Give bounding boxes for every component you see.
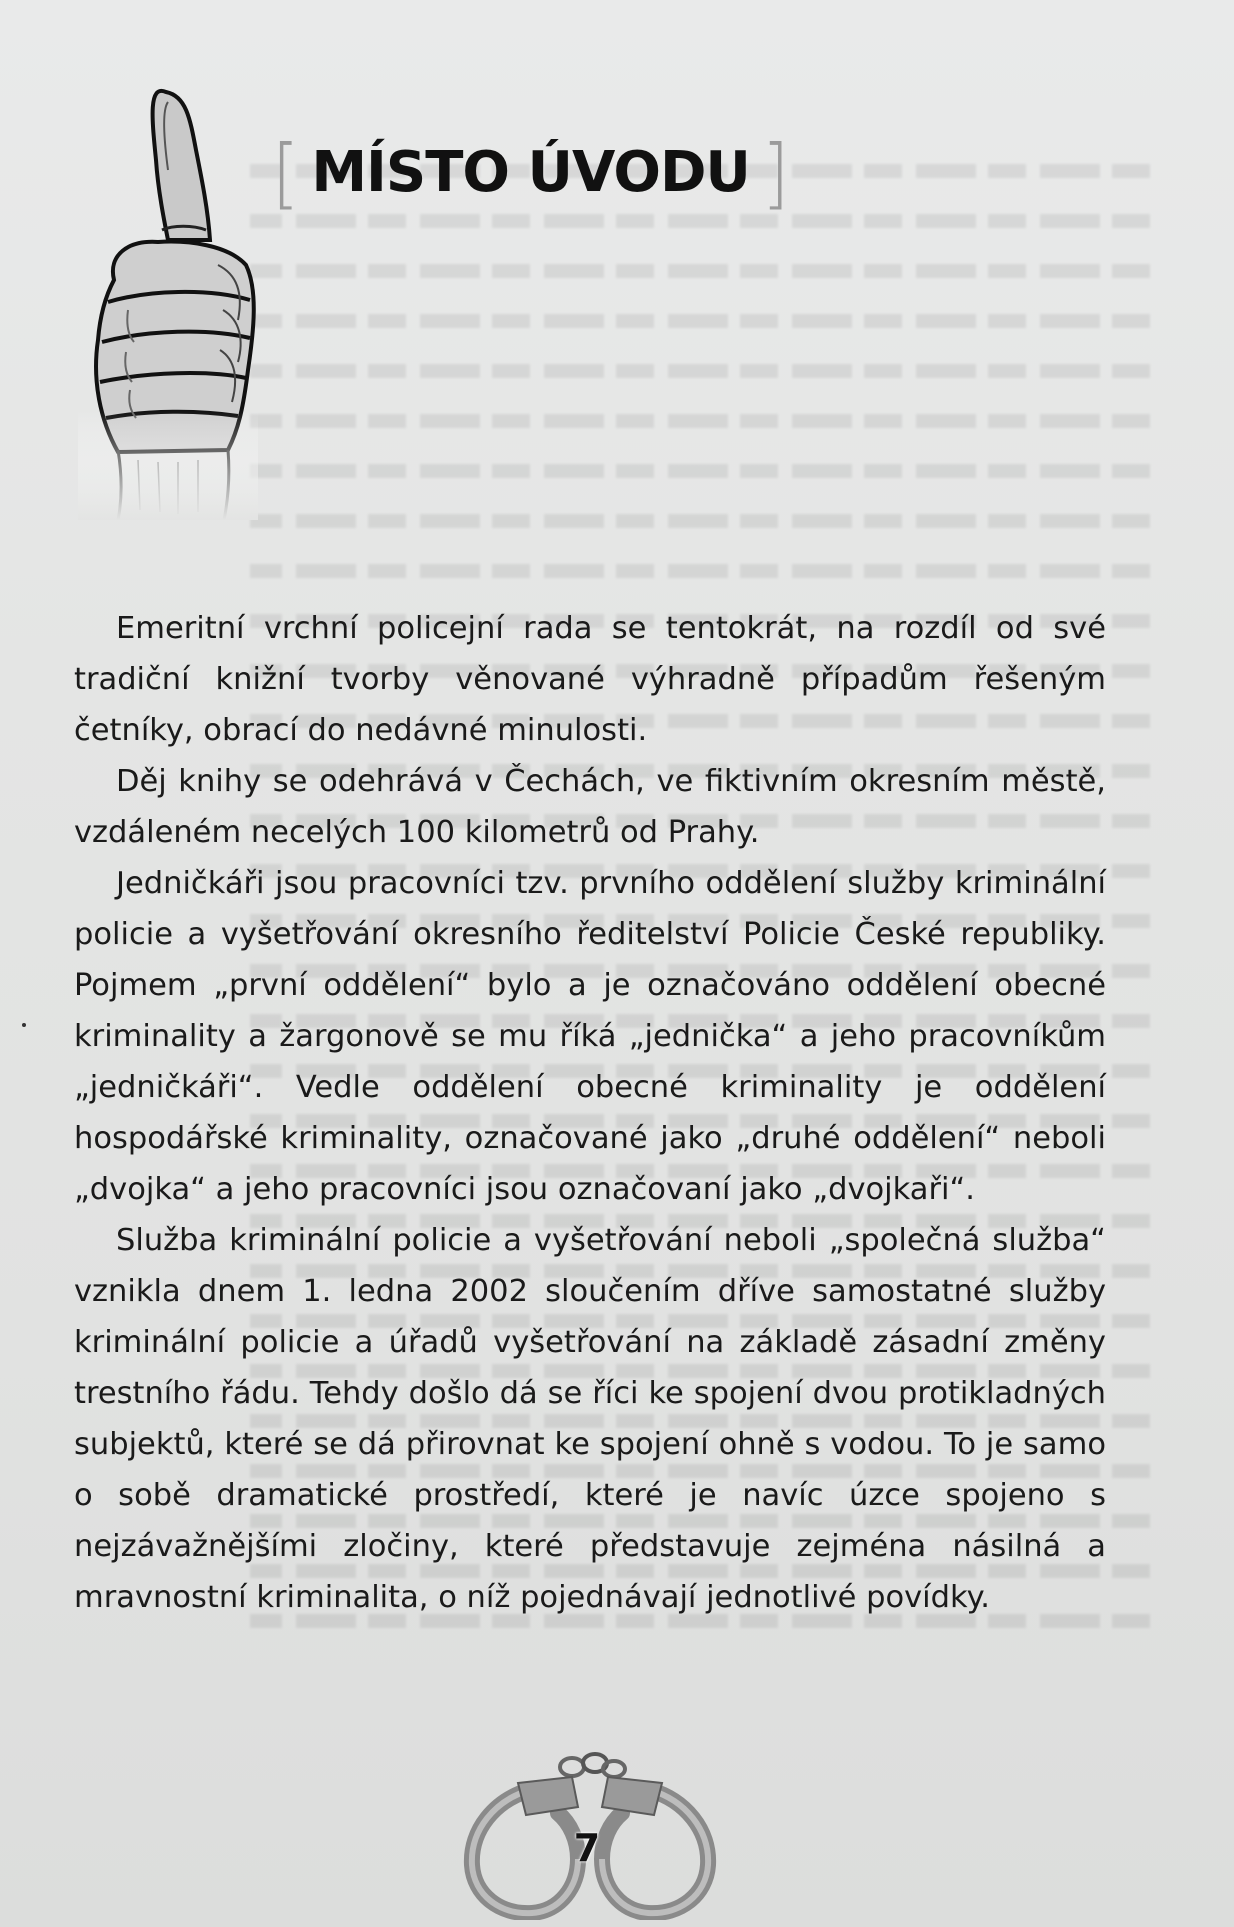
paragraph: Děj knihy se odehrává v Čechách, ve fiktivním okresním městě, vzdáleném necelých 100 kilometrů od Prahy. xyxy=(74,764,1106,850)
paragraph: Jedničkáři jsou pracovníci tzv. prvního oddělení služby kriminální policie a vyšetřování okresního ředitelství Policie České republiky. Pojmem „první oddělení“ bylo a je označováno oddělení obecné kriminality a žargonově se mu říká „jednička“ a jeho pracovníkům „jedničkáři“. Vedle oddělení obecné kriminality je oddělení hospodářské kriminality, označované jako „druhé oddělení“ neboli „dvojka“ a jeho pracovníci jsou označovaní jako „dvojkaři“. xyxy=(74,866,1106,1207)
body-text xyxy=(74,603,1106,1623)
chapter-heading xyxy=(272,127,790,219)
paragraph: Emeritní vrchní policejní rada se tentokrát, na rozdíl od své tradiční knižní tvorby věnované výhradně případům řešeným četníky, obrací do nedávné minulosti. xyxy=(74,611,1106,748)
margin-speck xyxy=(22,1023,26,1027)
page-number: 7 xyxy=(573,1826,601,1870)
heading-open-bracket: [ xyxy=(272,127,300,219)
heading-close-bracket: ] xyxy=(761,127,790,219)
thumbs-up-icon xyxy=(78,80,258,520)
chapter-title: MÍSTO ÚVODU xyxy=(311,140,750,205)
paragraph: Služba kriminální policie a vyšetřování neboli „společná služba“ vznikla dnem 1. ledna 2002 sloučením dříve samostatné služby kriminální policie a úřadů vyšetřování na základě zásadní změny trestního řádu. Tehdy došlo dá se říci ke spojení dvou protikladných subjektů, které se dá přirovnat ke spojení ohně s vodou. To je samo o sobě dramatické prostředí, které je navíc úzce spojeno s nejzávažnějšími zločiny, které představuje zejména násilná a mravnostní kriminalita, o níž pojednávají jednotlivé povídky. xyxy=(74,1223,1106,1615)
